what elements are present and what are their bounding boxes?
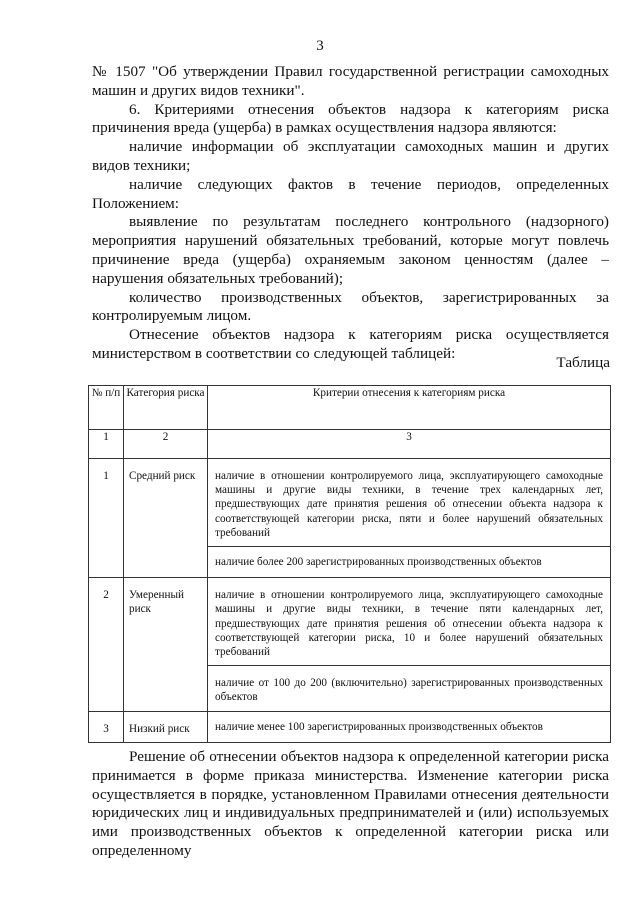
paragraph-criteria-intro: 6. Критериями отнесения объектов надзора к категориям риска причинения вреда (ущерба) в рамках осуществления надзора являются:: [92, 100, 609, 137]
top-text-block: [92, 63, 609, 364]
table-caption: Таблица: [556, 354, 610, 371]
paragraph-criterion-objects-count: количество производственных объектов, зарегистрированных за контролируемым лицом.: [92, 288, 609, 325]
table-row: [89, 459, 611, 547]
page-number: 3: [316, 38, 324, 54]
row-criterion: наличие менее 100 зарегистрированных производственных объектов: [208, 711, 611, 742]
row-category: Умеренный риск: [124, 578, 208, 711]
paragraph-criterion-info: наличие информации об эксплуатации самоходных машин и других видов техники;: [92, 138, 609, 174]
table-header-row: [89, 386, 611, 430]
row-number: 1: [89, 459, 124, 578]
paragraph-decree-reference: № 1507 "Об утверждении Правил государственной регистрации самоходных машин и других видов техники".: [92, 63, 609, 99]
paragraph-criterion-violations: выявление по результатам последнего контрольного (надзорного) мероприятия нарушений обязательных требований, которые могут повлечь причинение вреда (ущерба) охраняемым законом ценностям (далее – нарушения обязательных требований);: [92, 213, 609, 287]
header-criteria: Критерии отнесения к категориям риска: [208, 386, 611, 430]
header-category: Категория риска: [124, 386, 208, 430]
row-number: 3: [89, 711, 124, 742]
row-category: Низкий риск: [124, 711, 208, 742]
row-number: 2: [89, 578, 124, 711]
header-number: № п/п: [89, 386, 124, 430]
index-cell: 2: [124, 430, 208, 459]
index-cell: 3: [208, 430, 611, 459]
bottom-text-block: [92, 748, 609, 861]
table-row: [89, 711, 611, 742]
row-criterion: наличие в отношении контролируемого лица, эксплуатирующего самоходные машины и другие виды техники, в течение трех календарных лет, предшествующих дате принятия решения об отнесении объекта надзора к соответствующей категории риска, пяти и более нарушений обязательных требований: [208, 459, 611, 547]
row-category: Средний риск: [124, 459, 208, 578]
row-criterion: наличие более 200 зарегистрированных производственных объектов: [208, 547, 611, 578]
index-cell: 1: [89, 430, 124, 459]
risk-category-table: [88, 385, 611, 743]
row-criterion: наличие от 100 до 200 (включительно) зарегистрированных производственных объектов: [208, 666, 611, 711]
paragraph-decision: Решение об отнесении объектов надзора к определенной категории риска принимается в форме приказа министерства. Изменение категории риска осуществляется в порядке, установленном Правилами отнесения деятельности юридических лиц и индивидуальных предпринимателей и (или) используемых ими производственных объектов к определенной категории риска или определенному: [92, 748, 609, 859]
row-criterion: наличие в отношении контролируемого лица, эксплуатирующего самоходные машины и другие виды техники, в течение пяти календарных лет, предшествующих дате принятия решения об отнесении объекта надзора к соответствующей категории риска, 10 и более нарушений обязательных требований: [208, 578, 611, 666]
paragraph-table-intro: Отнесение объектов надзора к категориям риска осуществляется министерством в соответствии со следующей таблицей:: [92, 326, 609, 362]
table-row: [89, 578, 611, 666]
table-index-row: [89, 430, 611, 459]
paragraph-criterion-facts: наличие следующих фактов в течение периодов, определенных Положением:: [92, 175, 609, 212]
